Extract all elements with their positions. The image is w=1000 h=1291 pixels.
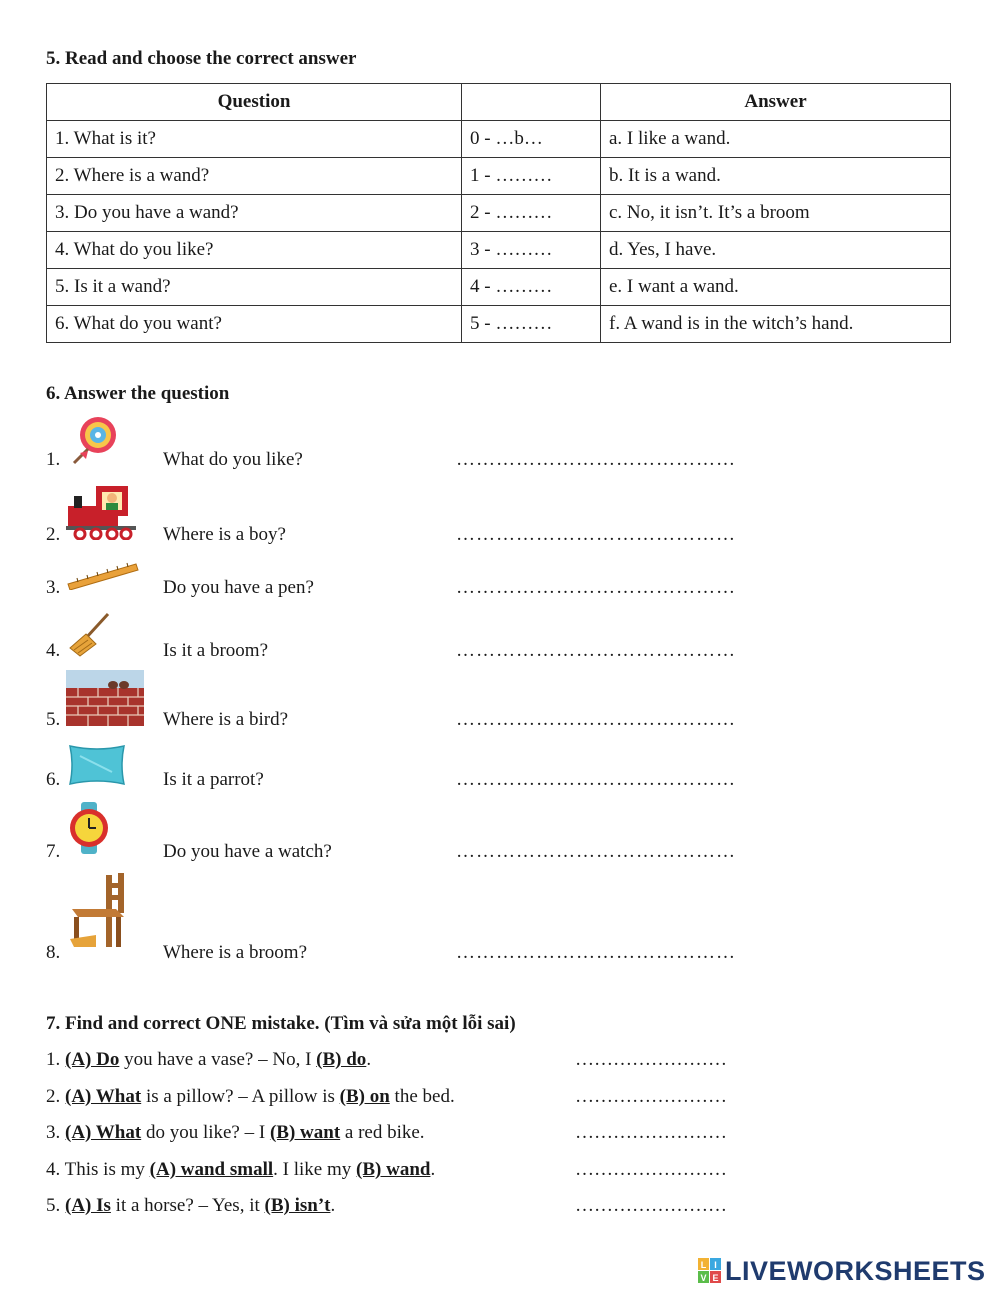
section5-title: 5. Read and choose the correct answer <box>46 48 357 69</box>
correction-blank[interactable]: …………………… <box>575 1195 727 1216</box>
match-cell[interactable]: 3 - ……… <box>462 232 601 269</box>
correction-blank[interactable]: …………………… <box>575 1159 727 1180</box>
question-cell: 3. Do you have a wand? <box>47 195 462 232</box>
option-b[interactable]: (B) isn’t <box>264 1195 331 1216</box>
answer-row <box>46 823 766 863</box>
correction-blank[interactable]: …………………… <box>575 1049 727 1070</box>
question-cell: 5. Is it a wand? <box>47 269 462 306</box>
sentence-part: you have a vase? – No, I <box>119 1049 317 1070</box>
option-b[interactable]: (B) on <box>339 1086 390 1107</box>
item-number: 1. <box>46 449 61 470</box>
match-cell[interactable]: 1 - ……… <box>462 158 601 195</box>
option-a[interactable]: (A) What <box>65 1122 142 1143</box>
question-cell: 4. What do you like? <box>47 232 462 269</box>
question-text: Where is a broom? <box>163 942 308 963</box>
mistake-row <box>46 1159 766 1181</box>
correction-blank[interactable]: …………………… <box>575 1086 727 1107</box>
option-a[interactable]: (A) Do <box>65 1049 120 1070</box>
sentence-part: do you like? – I <box>141 1122 270 1143</box>
table-row <box>47 121 951 158</box>
table-header-row <box>47 84 951 121</box>
answer-cell: e. I want a wand. <box>601 269 951 306</box>
sentence-part: 3. <box>46 1122 65 1143</box>
logo-blocks-icon <box>697 1257 723 1285</box>
mistake-row <box>46 1195 766 1217</box>
question-text: Where is a boy? <box>163 524 286 545</box>
sentence-part: . <box>366 1049 372 1070</box>
item-number: 3. <box>46 577 61 598</box>
sentence-part: . <box>330 1195 336 1216</box>
table-row <box>47 269 951 306</box>
sentence-part: the bed. <box>389 1086 455 1107</box>
answer-row <box>46 431 766 471</box>
sentence-part: 5. <box>46 1195 65 1216</box>
item-number: 8. <box>46 942 61 963</box>
answer-blank[interactable]: …………………………………… <box>456 449 736 470</box>
answer-row <box>46 691 766 731</box>
mistake-row <box>46 1049 766 1071</box>
answer-cell: f. A wand is in the witch’s hand. <box>601 306 951 343</box>
answer-blank[interactable]: …………………………………… <box>456 640 736 661</box>
question-text: What do you like? <box>163 449 303 470</box>
option-b[interactable]: (B) want <box>269 1122 341 1143</box>
item-number: 4. <box>46 640 61 661</box>
answer-blank[interactable]: …………………………………… <box>456 524 736 545</box>
question-cell: 2. Where is a wand? <box>47 158 462 195</box>
table-row <box>47 158 951 195</box>
header-answer: Answer <box>601 84 951 121</box>
sentence-part: . I like my <box>273 1159 357 1180</box>
table-row <box>47 195 951 232</box>
table-row <box>47 306 951 343</box>
question-text: Where is a bird? <box>163 709 289 730</box>
question-cell: 1. What is it? <box>47 121 462 158</box>
correction-blank[interactable]: …………………… <box>575 1122 727 1143</box>
qa-table <box>46 83 951 343</box>
header-blank <box>462 84 601 121</box>
sentence-part: it a horse? – Yes, it <box>110 1195 265 1216</box>
option-a[interactable]: (A) wand small <box>149 1159 274 1180</box>
option-b[interactable]: (B) do <box>316 1049 367 1070</box>
mistake-row <box>46 1086 766 1108</box>
answer-blank[interactable]: …………………………………… <box>456 942 736 963</box>
question-text: Do you have a watch? <box>163 841 332 862</box>
answer-cell: d. Yes, I have. <box>601 232 951 269</box>
match-cell[interactable]: 0 - …b… <box>462 121 601 158</box>
section7-title: 7. Find and correct ONE mistake. (Tìm và sửa một lỗi sai) <box>46 1013 516 1034</box>
question-text: Is it a broom? <box>163 640 269 661</box>
answer-cell: b. It is a wand. <box>601 158 951 195</box>
answer-row <box>46 924 766 964</box>
answer-blank[interactable]: …………………………………… <box>456 769 736 790</box>
sentence-part: 4. This is my <box>46 1159 150 1180</box>
mistake-row <box>46 1122 766 1144</box>
option-a[interactable]: (A) Is <box>65 1195 111 1216</box>
answer-cell: a. I like a wand. <box>601 121 951 158</box>
sentence-part: . <box>430 1159 436 1180</box>
sentence-part: 2. <box>46 1086 65 1107</box>
item-number: 6. <box>46 769 61 790</box>
sentence-part: a red bike. <box>340 1122 425 1143</box>
match-cell[interactable]: 4 - ……… <box>462 269 601 306</box>
match-cell[interactable]: 5 - ……… <box>462 306 601 343</box>
item-number: 2. <box>46 524 61 545</box>
item-number: 5. <box>46 709 61 730</box>
answer-blank[interactable]: …………………………………… <box>456 709 736 730</box>
answer-row <box>46 751 766 791</box>
liveworksheets-logo[interactable] <box>697 1256 986 1286</box>
section6-title: 6. Answer the question <box>46 383 230 404</box>
logo-letter-i: I <box>714 1260 717 1270</box>
question-text: Do you have a pen? <box>163 577 314 598</box>
sentence-part: is a pillow? – A pillow is <box>141 1086 340 1107</box>
option-b[interactable]: (B) wand <box>356 1159 431 1180</box>
brand-name: LIVEWORKSHEETS <box>725 1255 986 1286</box>
answer-blank[interactable]: …………………………………… <box>456 841 736 862</box>
question-cell: 6. What do you want? <box>47 306 462 343</box>
logo-letter-v: V <box>700 1273 707 1283</box>
question-text: Is it a parrot? <box>163 769 264 790</box>
option-a[interactable]: (A) What <box>65 1086 142 1107</box>
answer-blank[interactable]: …………………………………… <box>456 577 736 598</box>
item-number: 7. <box>46 841 61 862</box>
answer-row <box>46 622 766 662</box>
logo-letter-l: L <box>700 1260 707 1270</box>
answer-row <box>46 559 766 599</box>
answer-cell: c. No, it isn’t. It’s a broom <box>601 195 951 232</box>
match-cell[interactable]: 2 - ……… <box>462 195 601 232</box>
table-row <box>47 232 951 269</box>
answer-row <box>46 506 766 546</box>
sentence-part: 1. <box>46 1049 65 1070</box>
logo-letter-e: E <box>712 1273 719 1283</box>
header-question: Question <box>47 84 462 121</box>
